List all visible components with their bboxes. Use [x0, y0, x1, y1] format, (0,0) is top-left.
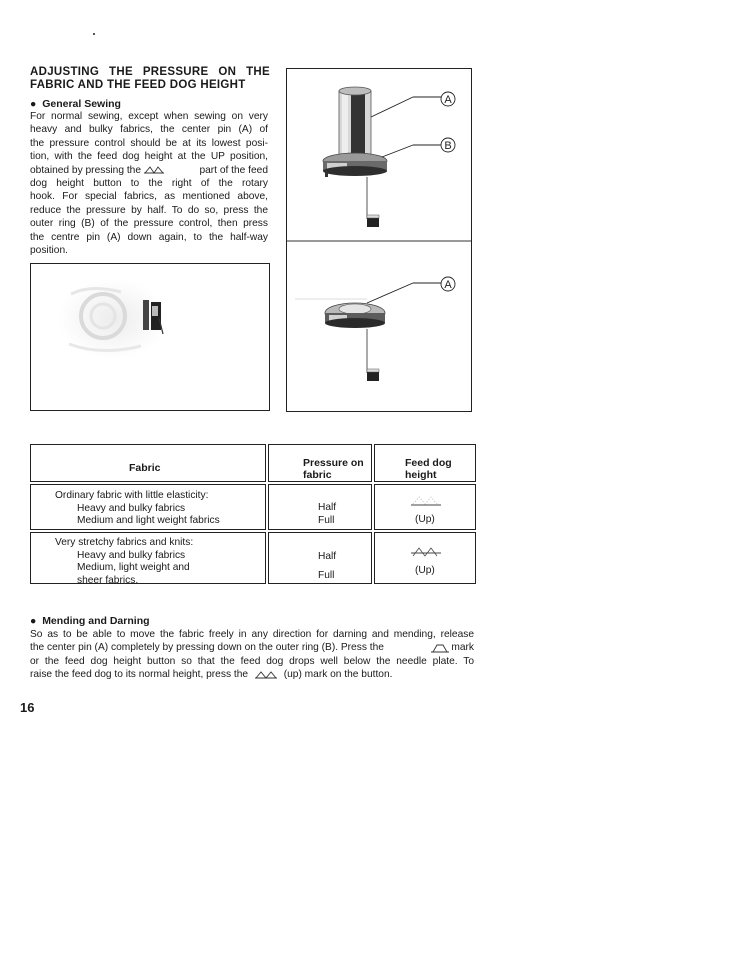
- text-line: the pressure control should be at its lowest posi-: [30, 137, 268, 149]
- table-row-ordinary-pressure: Half Full: [268, 484, 372, 530]
- text-line: So as to be able to move the fabric freely in any direction for darning and mending, release: [30, 629, 474, 640]
- table-row-ordinary-feeddog: (Up): [374, 484, 476, 530]
- pressure-control-diagram: [286, 68, 472, 412]
- text-line: raise the feed dog to its normal height, press the (up) mark on the button.: [30, 669, 393, 681]
- table-row-ordinary-fabric: Ordinary fabric with little elasticity: Heavy and bulky fabrics Medium and light weight fabrics: [30, 484, 266, 530]
- machine-photo-illustration: [31, 264, 269, 410]
- text-line: position.: [30, 245, 68, 257]
- feed-dog-up-icon: [411, 545, 441, 559]
- label-b: B: [444, 140, 452, 152]
- pin-raised-figure: [323, 87, 455, 227]
- feed-dog-down-icon: [431, 643, 449, 653]
- text-line: hook. For special fabrics, as mentioned above,: [30, 191, 268, 203]
- title-word: PRESSURE: [142, 66, 209, 78]
- table-row-stretchy-pressure: Half Full: [268, 532, 372, 584]
- table-header-pressure: Pressure on fabric: [268, 444, 372, 482]
- title-word: THE: [109, 66, 133, 78]
- text-line: the centre pin (A) down again, to the half-way: [30, 231, 268, 243]
- bullet-icon: ●: [30, 615, 43, 627]
- feed-dog-up-icon: [411, 494, 441, 508]
- feed-dog-up-icon: [144, 165, 164, 175]
- text-line: For normal sewing, except when sewing on very: [30, 111, 268, 122]
- text-line: reduce the pressure by half. To do so, press the: [30, 204, 268, 216]
- text-line: obtained by pressing the part of the feed: [30, 164, 268, 176]
- title-word: ON: [218, 66, 237, 78]
- table-header-feeddog: Feed dog height: [374, 444, 476, 482]
- table-row-stretchy-feeddog: (Up): [374, 532, 476, 584]
- table-header-fabric: Fabric: [30, 444, 266, 482]
- page-number: 16: [20, 700, 35, 715]
- text-line: outer ring (B) of the pressure control, then press: [30, 218, 268, 230]
- section-title: [30, 66, 270, 92]
- text-line: dog height button to the right of the rotary: [30, 178, 268, 190]
- title-line-2: FABRIC AND THE FEED DOG HEIGHT: [30, 79, 246, 91]
- general-sewing-heading: ● General Sewing: [30, 98, 121, 110]
- text-line: or the feed dog height button so that the feed dog drops well below the needle plate. To: [30, 655, 474, 667]
- text-line: heavy and bulky fabrics, the center pin (A) of: [30, 124, 268, 136]
- general-sewing-body: [30, 110, 268, 257]
- table-row-stretchy-fabric: Very stretchy fabrics and knits: Heavy and bulky fabrics Medium, light weight and sheer fabrics.: [30, 532, 266, 584]
- text-line: tion, with the feed dog height at the UP position,: [30, 151, 268, 163]
- pin-lowered-figure: [295, 277, 455, 381]
- diagram-drawing: [287, 69, 471, 411]
- title-word: THE: [246, 66, 270, 78]
- bullet-icon: ●: [30, 98, 43, 110]
- stray-mark: [93, 33, 95, 35]
- mending-heading: ● Mending and Darning: [30, 615, 150, 627]
- text-line: the center pin (A) completely by pressing down on the outer ring (B). Press the mark: [30, 642, 474, 654]
- mending-body: [30, 628, 474, 682]
- title-word: ADJUSTING: [30, 66, 100, 78]
- feed-dog-up-icon: [255, 670, 277, 680]
- machine-photo-frame: [30, 263, 270, 411]
- label-a: A: [444, 94, 452, 106]
- label-a-lower: A: [444, 279, 452, 291]
